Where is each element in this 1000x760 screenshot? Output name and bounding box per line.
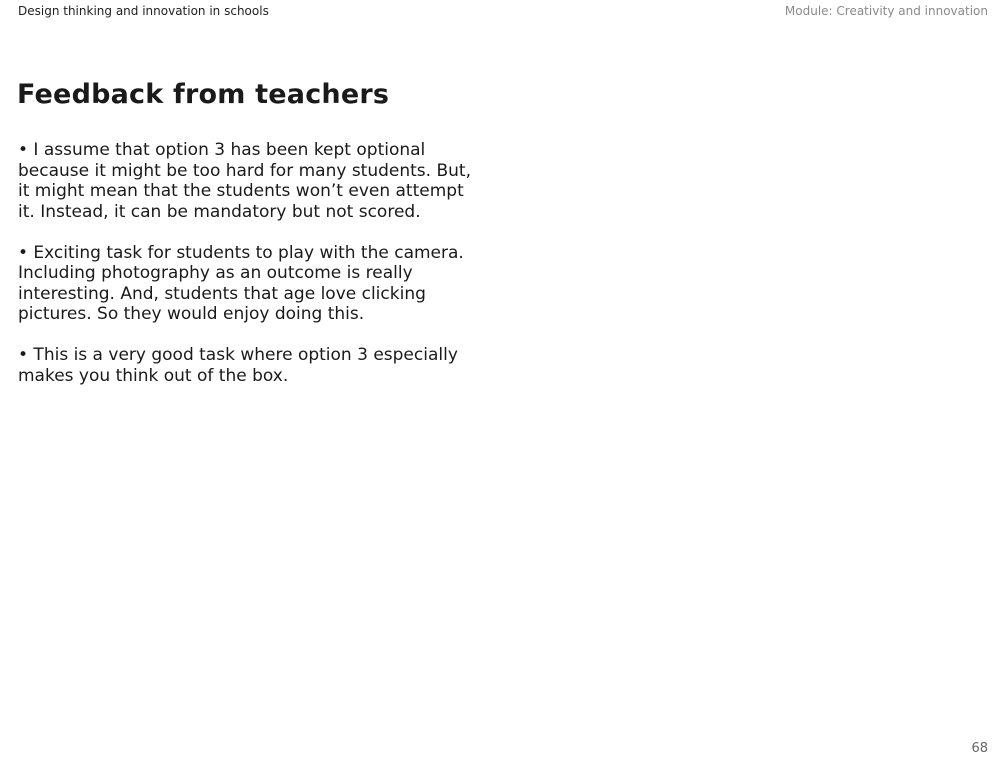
page-number: 68 [971, 741, 988, 756]
feedback-item: • This is a very good task where option 3 especially makes you think out of the box. [18, 345, 458, 386]
feedback-list [18, 140, 480, 407]
feedback-item: • I assume that option 3 has been kept optional because it might be too hard for many students. But, it might mean that the students won’t even attempt it. Instead, it can be mandatory but not scored. [18, 140, 471, 222]
header-module-name: Module: Creativity and innovation [784, 4, 988, 18]
header-course-title: Design thinking and innovation in schools [18, 4, 269, 18]
page-title: Feedback from teachers [17, 79, 390, 110]
feedback-item: • Exciting task for students to play with the camera. Including photography as an outcome is really interesting. And, students that age love clicking pictures. So they would enjoy doing this. [18, 242, 464, 324]
